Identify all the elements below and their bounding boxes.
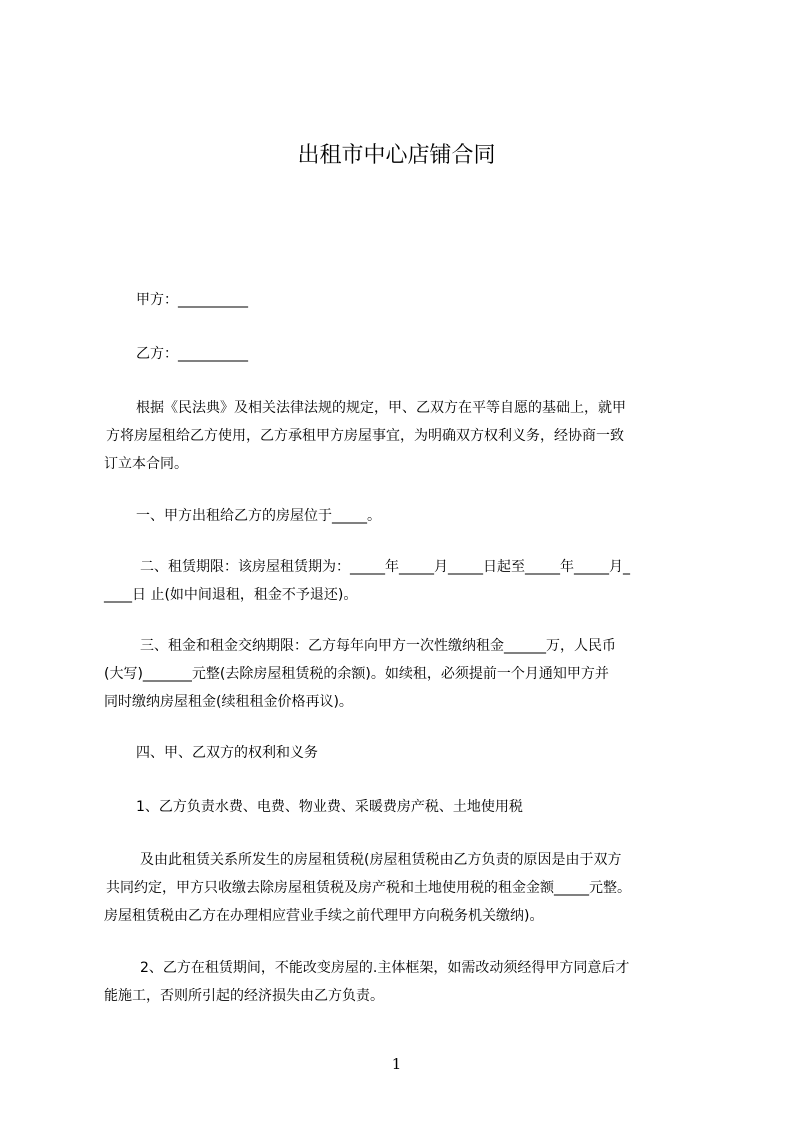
clause-4-item-2-line-2: 能施工，否则所引起的经济损失由乙方负责。 [104,988,384,1004]
clause-2-line-2: ____日 止(如中间退租，租金不予退还)。 [104,587,358,603]
page-number: 1 [391,1055,402,1073]
clause-4-title: 四、甲、乙双方的权利和义务 [136,745,318,761]
intro-line-3: 订立本合同。 [104,456,188,472]
clause-4-item-1: 1、乙方负责水费、电费、物业费、采暖费房产税、土地使用税 [136,799,523,815]
clause-4-item-2-line-1: 2、乙方在租赁期间，不能改变房屋的.主体框架，如需改动须经得甲方同意后才 [140,960,630,976]
clause-1: 一、甲方出租给乙方的房屋位于_____。 [136,508,381,524]
clause-4-item-1-detail-1: 及由此租赁关系所发生的房屋租赁税(房屋租赁税由乙方负责的原因是由于双方 [140,852,622,868]
clause-4-item-1-detail-2: 共同约定，甲方只收缴去除房屋租赁税及房产税和土地使用税的租金金额_____元整。 [106,880,631,896]
intro-line-1: 根据《民法典》及相关法律法规的规定，甲、乙双方在平等自愿的基础上，就甲 [136,400,626,416]
party-b-line: 乙方：__________ [136,346,248,362]
clause-3-line-1: 三、租金和租金交纳期限：乙方每年向甲方一次性缴纳租金______万，人民币 [140,638,616,654]
clause-4-item-1-detail-3: 房屋租赁税由乙方在办理相应营业手续之前代理甲方向税务机关缴纳)。 [104,908,544,924]
document-title: 出租市中心店铺合同 [297,143,496,168]
party-a-line: 甲方：__________ [136,292,248,308]
intro-line-2: 方将房屋租给乙方使用，乙方承租甲方房屋事宜，为明确双方权利义务，经协商一致 [106,428,624,444]
clause-2-line-1: 二、租赁期限：该房屋租赁期为：_____年_____月_____日起至_____年_____月_ [140,559,630,575]
clause-3-line-3: 同时缴纳房屋租金(续租租金价格再议)。 [104,694,353,710]
clause-3-line-2: (大写)_______元整(去除房屋租赁税的余额)。如续租，必须提前一个月通知甲方并 [104,666,609,682]
